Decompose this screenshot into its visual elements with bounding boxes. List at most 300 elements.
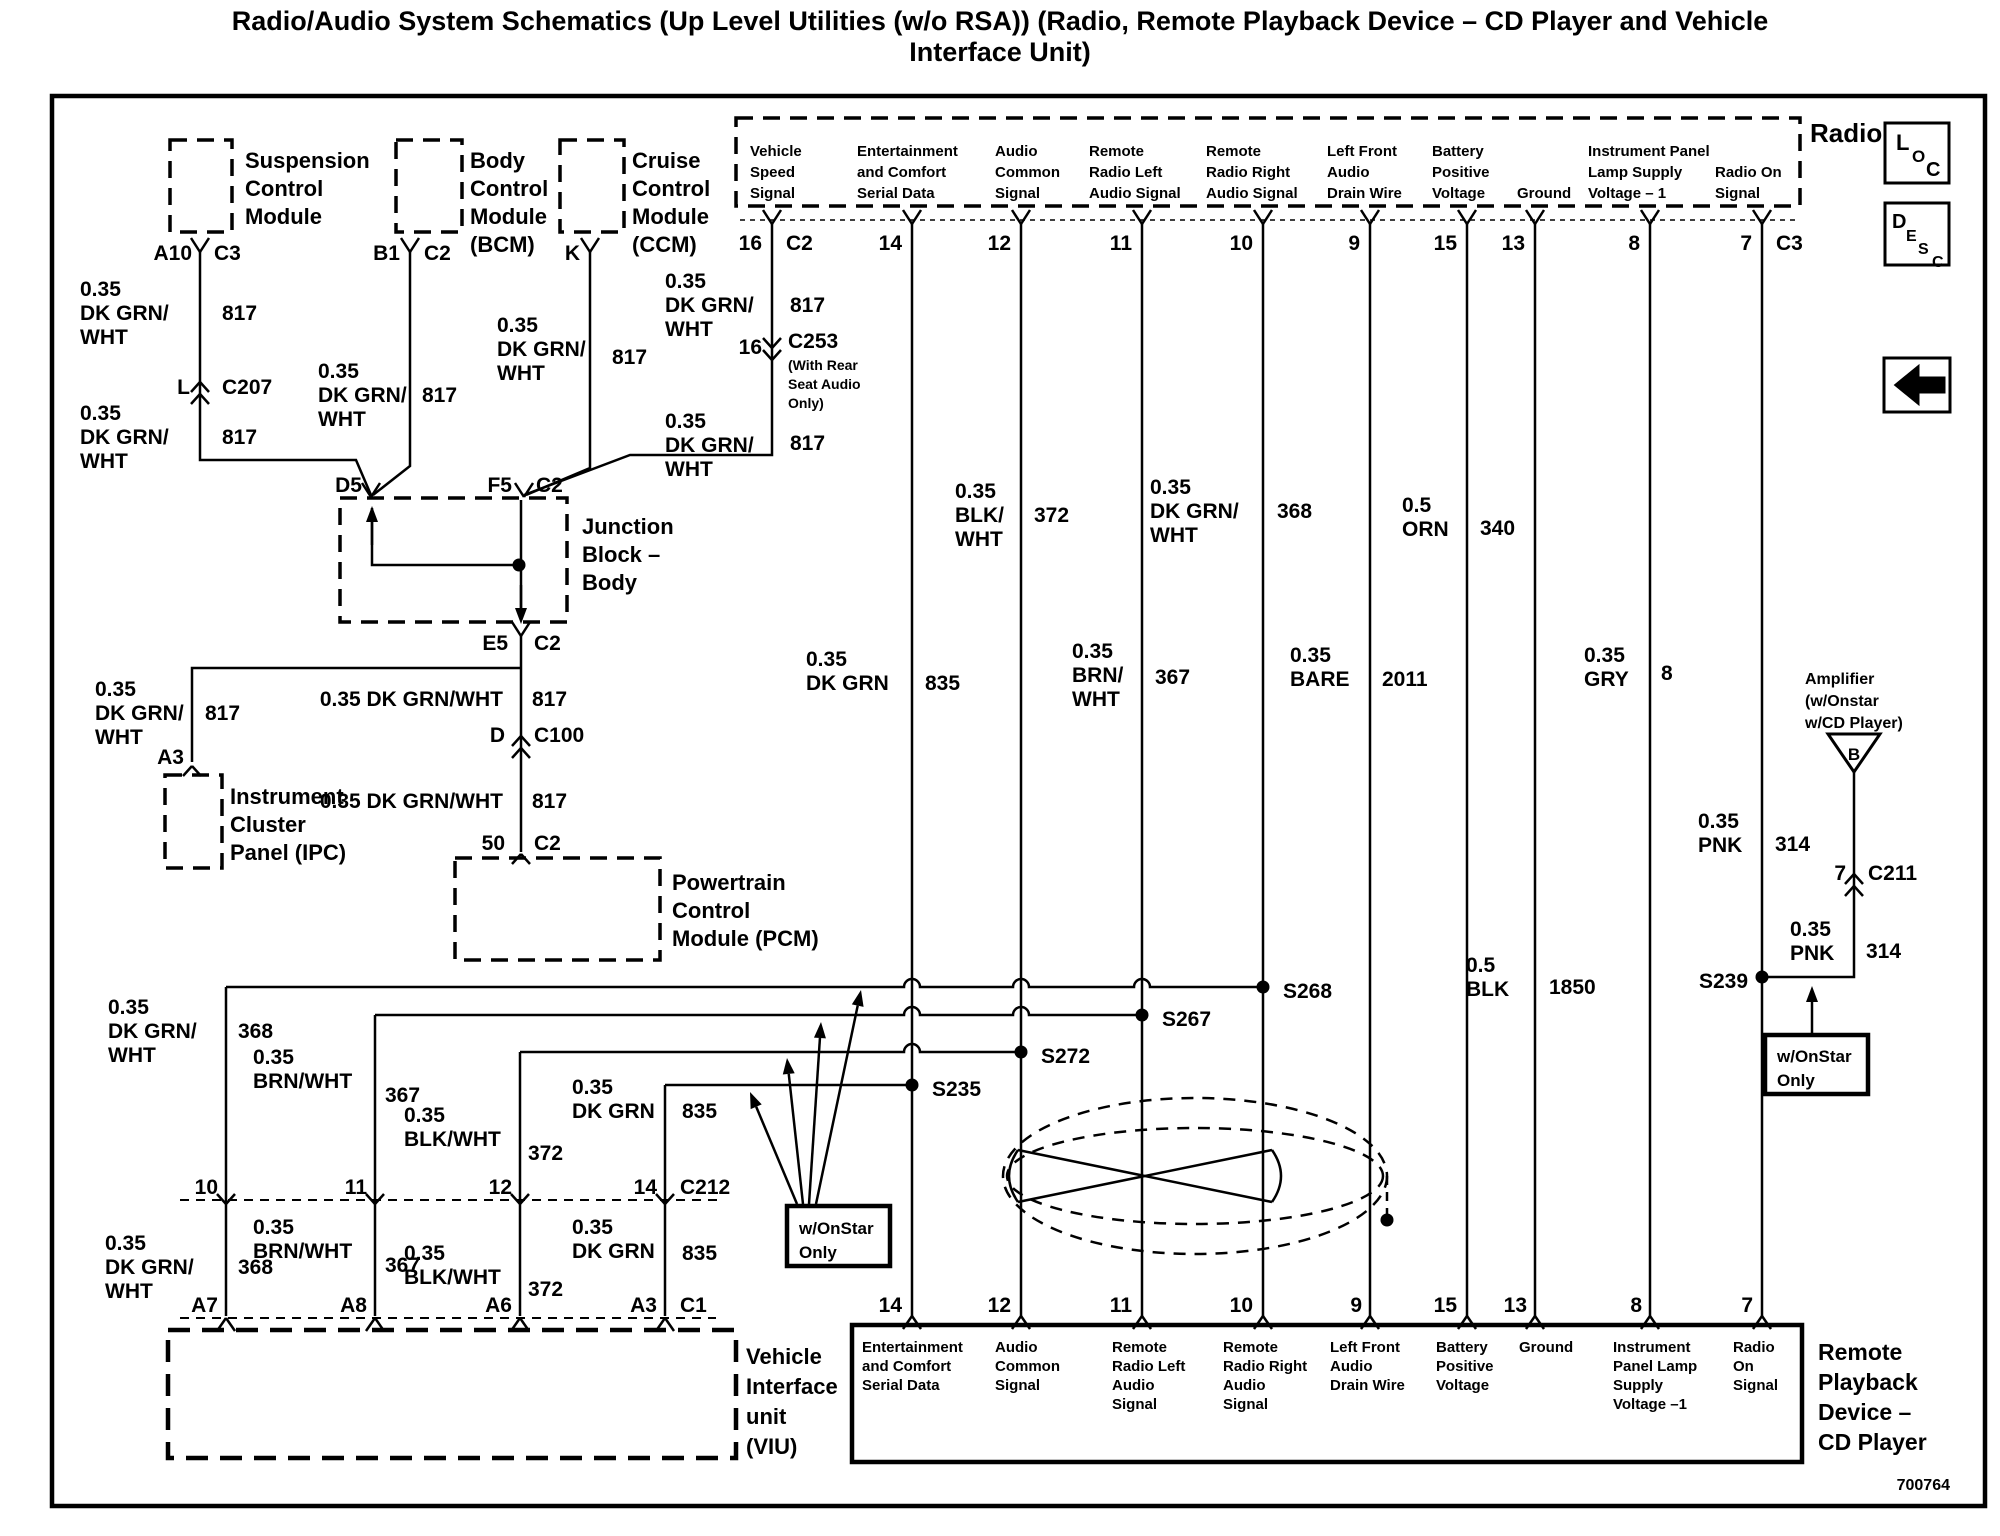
- pin-label: 14: [878, 232, 902, 255]
- connector-chevron: [191, 382, 200, 392]
- label: Radio: [1733, 1339, 1775, 1356]
- label: Signal: [995, 185, 1041, 202]
- label: Instrument: [1613, 1339, 1691, 1356]
- circuit-number: 367: [1155, 666, 1191, 689]
- pin-label: A3: [157, 746, 184, 769]
- circuit-number: 8: [1661, 662, 1673, 685]
- onstar-arrow: [756, 1107, 797, 1204]
- pin-label: 7: [1834, 862, 1846, 885]
- circuit-number: 1850: [1549, 976, 1596, 999]
- circuit-number: 817: [790, 294, 826, 317]
- label: Block –: [582, 542, 661, 567]
- pin-label: A10: [153, 242, 192, 265]
- label: DK GRN/: [665, 294, 754, 317]
- label: Voltage –1: [1613, 1396, 1687, 1413]
- label: 0.35: [404, 1242, 445, 1265]
- circuit-number: 817: [222, 302, 258, 325]
- label: (VIU): [746, 1434, 798, 1459]
- onstar-arrow-head: [814, 1022, 826, 1038]
- label: Radio Left: [1112, 1358, 1186, 1375]
- twisted-pair-cap: [1272, 1150, 1281, 1202]
- circuit-number: 372: [1034, 504, 1070, 527]
- label: Cruise: [632, 148, 701, 173]
- label: WHT: [318, 408, 366, 431]
- pin-label: A6: [485, 1294, 512, 1317]
- label: 0.35: [80, 278, 121, 301]
- label: Radio Left: [1089, 164, 1163, 181]
- label: (BCM): [470, 232, 535, 257]
- ipc-box: [165, 775, 222, 868]
- label: 0.35: [665, 410, 706, 433]
- circuit-number: 817: [422, 384, 458, 407]
- pin-label: 8: [1628, 232, 1640, 255]
- label: DK GRN/: [318, 384, 407, 407]
- body-control-module-box: [396, 140, 462, 232]
- splice-dot-s235: [906, 1079, 919, 1092]
- label: Radio Right: [1206, 164, 1291, 181]
- circuit-number: 372: [528, 1278, 564, 1301]
- pin-fork: [1467, 210, 1476, 224]
- label: 0.5: [1466, 954, 1496, 977]
- label: DK GRN/: [80, 426, 169, 449]
- label: Entertainment: [857, 143, 958, 160]
- label: WHT: [80, 450, 128, 473]
- pin-label: 10: [1229, 1294, 1253, 1317]
- pin-label: K: [564, 242, 580, 265]
- label: DK GRN/: [95, 702, 184, 725]
- connector-label: C253: [788, 330, 839, 353]
- label: Only): [788, 395, 824, 411]
- pin-label: 15: [1433, 1294, 1457, 1317]
- label: Control: [470, 176, 549, 201]
- label: BRN/: [1072, 664, 1124, 687]
- label: DK GRN/: [1150, 500, 1239, 523]
- label: Common: [995, 164, 1060, 181]
- label: PNK: [1698, 834, 1743, 857]
- label: (With Rear: [788, 357, 858, 373]
- label: Instrument Panel: [1588, 143, 1710, 160]
- pin-label: 9: [1350, 1294, 1362, 1317]
- label: WHT: [80, 326, 128, 349]
- pin-fork: [1263, 210, 1272, 224]
- label: Signal: [1733, 1377, 1779, 1394]
- splice-dot-s267: [1136, 1009, 1149, 1022]
- onstar-arrow: [789, 1074, 803, 1204]
- label: Serial Data: [857, 185, 935, 202]
- connector-label: C3: [1776, 232, 1803, 255]
- label: DK GRN: [572, 1240, 655, 1263]
- splice-line-s268: [226, 979, 1263, 987]
- pin-label: 16: [738, 232, 762, 255]
- pin-fork: [763, 210, 772, 224]
- label: 0.35: [80, 402, 121, 425]
- label: Entertainment: [862, 1339, 963, 1356]
- pin-label: 14: [878, 1294, 902, 1317]
- circuit-number: 314: [1775, 833, 1811, 856]
- label: GRY: [1584, 668, 1629, 691]
- label: DK GRN/: [665, 434, 754, 457]
- label: w/CD Player): [1805, 715, 1903, 732]
- label: BRN/WHT: [253, 1240, 353, 1263]
- label: Device –: [1818, 1399, 1912, 1425]
- title-line-1: Radio/Audio System Schematics (Up Level Utilities (w/o RSA)) (Radio, Remote Playback Device – CD Player and Vehicle: [231, 6, 1769, 36]
- shield-ellipse-outer: [1003, 1098, 1387, 1254]
- label: 0.35: [955, 480, 996, 503]
- label: Voltage: [1432, 185, 1486, 202]
- pin-fork: [590, 238, 599, 252]
- circuit-number: 340: [1480, 517, 1516, 540]
- label: 0.35 DK GRN/WHT: [319, 688, 503, 711]
- pin-label: 13: [1503, 1294, 1527, 1317]
- connector-chevron: [763, 350, 772, 360]
- label: 0.35: [1790, 918, 1831, 941]
- label: Remote: [1818, 1339, 1903, 1365]
- label: Audio: [1330, 1358, 1373, 1375]
- label: DK GRN/: [497, 338, 586, 361]
- label: Cluster: [230, 812, 306, 837]
- label: Lamp Supply: [1588, 164, 1683, 181]
- connector-chevron: [772, 338, 781, 348]
- circuit-number: 817: [532, 790, 568, 813]
- splice-label: S239: [1698, 970, 1748, 993]
- label: WHT: [665, 458, 713, 481]
- onstar-arrow-head: [852, 990, 864, 1007]
- label: Control: [672, 898, 751, 923]
- label: Seat Audio: [788, 376, 861, 392]
- label: and Comfort: [862, 1358, 952, 1375]
- label: BLK/WHT: [404, 1128, 501, 1151]
- label: Voltage: [1436, 1377, 1490, 1394]
- label: On: [1733, 1358, 1754, 1375]
- circuit-number: 817: [790, 432, 826, 455]
- pin-fork: [1133, 210, 1142, 224]
- cruise-control-module-box: [560, 140, 624, 232]
- pin-label: 12: [987, 1294, 1011, 1317]
- label: 0.35: [497, 314, 538, 337]
- label: BLK/: [955, 504, 1004, 527]
- back-arrow-icon: [1896, 367, 1944, 403]
- label: unit: [746, 1404, 787, 1429]
- pin-label: A7: [191, 1294, 218, 1317]
- page-title: [0, 6, 2000, 68]
- label: 0.35 DK GRN/WHT: [319, 790, 503, 813]
- pin-label: D: [489, 724, 505, 747]
- pin-fork: [1458, 210, 1467, 224]
- label: BARE: [1290, 668, 1350, 691]
- circuit-number: 817: [532, 688, 568, 711]
- label: Vehicle: [750, 143, 802, 160]
- radio-title: Radio: [1810, 118, 1883, 148]
- pin-label: 13: [1501, 232, 1525, 255]
- pin-fork: [912, 210, 921, 224]
- pin-label: 50: [481, 832, 505, 855]
- label: WHT: [1072, 688, 1120, 711]
- connector-chevron: [512, 736, 521, 746]
- label: Positive: [1436, 1358, 1494, 1375]
- label: Audio Signal: [1089, 185, 1181, 202]
- splice-label: S268: [1283, 980, 1333, 1003]
- connector-chevron: [1854, 874, 1863, 884]
- circuit-number: 368: [1277, 500, 1313, 523]
- label: Drain Wire: [1327, 185, 1402, 202]
- label: DK GRN: [806, 672, 889, 695]
- connector-chevron: [512, 748, 521, 758]
- onstar-arrow-head: [783, 1058, 795, 1075]
- pin-label: 11: [344, 1176, 367, 1199]
- label: 0.35: [108, 996, 149, 1019]
- label: 0.35: [253, 1046, 294, 1069]
- label: Playback: [1818, 1369, 1918, 1395]
- circuit-number: 817: [205, 702, 241, 725]
- loc-letter: L: [1896, 130, 1910, 155]
- label: DK GRN/: [105, 1256, 194, 1279]
- connector-chevron: [1845, 874, 1854, 884]
- label: 0.35: [404, 1104, 445, 1127]
- label: WHT: [955, 528, 1003, 551]
- label: Module (PCM): [672, 926, 819, 951]
- label: Audio: [995, 143, 1038, 160]
- desc-letter: D: [1892, 211, 1907, 233]
- pin-fork: [1370, 210, 1379, 224]
- circuit-number: 835: [682, 1242, 718, 1265]
- label: Signal: [750, 185, 796, 202]
- circuit-number: 817: [222, 426, 258, 449]
- connector-label: C3: [214, 242, 241, 265]
- desc-letter: E: [1906, 228, 1917, 245]
- pin-label: 8: [1630, 1294, 1642, 1317]
- circuit-number: 817: [612, 346, 648, 369]
- pin-label: 16: [738, 336, 762, 359]
- label: Remote: [1206, 143, 1262, 160]
- label: 0.35: [1150, 476, 1191, 499]
- label: BLK: [1466, 978, 1510, 1001]
- splice-line-s267: [375, 1007, 1142, 1015]
- label: WHT: [1150, 524, 1198, 547]
- label: BRN/WHT: [253, 1070, 353, 1093]
- pin-label: 12: [488, 1176, 512, 1199]
- title-line-2: Interface Unit): [909, 37, 1091, 67]
- label: Module: [245, 204, 322, 229]
- connector-chevron: [200, 382, 209, 392]
- pin-label: B1: [373, 242, 400, 265]
- label: Panel Lamp: [1613, 1358, 1698, 1375]
- connector-chevron: [521, 736, 530, 746]
- label: 0.5: [1402, 494, 1432, 517]
- splice-dot-s272: [1015, 1046, 1028, 1059]
- pin-label: 10: [194, 1176, 218, 1199]
- pin-label: L: [177, 376, 190, 399]
- label: Vehicle: [746, 1344, 822, 1369]
- pin-fork: [1012, 210, 1021, 224]
- note-text: w/OnStar: [1777, 1047, 1852, 1066]
- label: (CCM): [632, 232, 697, 257]
- label: 0.35: [253, 1216, 294, 1239]
- wire-to-ipc: [192, 668, 521, 762]
- label: Interface: [746, 1374, 838, 1399]
- pin-fork: [410, 238, 419, 252]
- circuit-number: 367: [385, 1084, 421, 1107]
- label: Control: [632, 176, 711, 201]
- label: CD Player: [1818, 1429, 1927, 1455]
- label: Radio Right: [1223, 1358, 1308, 1375]
- pin-fork: [1021, 210, 1030, 224]
- label: Audio: [995, 1339, 1038, 1356]
- connector-label: C100: [534, 724, 585, 747]
- splice-label: S267: [1162, 1008, 1212, 1031]
- connector-chevron: [1854, 886, 1863, 896]
- circuit-number: 368: [238, 1256, 274, 1279]
- pin-label: A3: [630, 1294, 657, 1317]
- label: WHT: [95, 726, 143, 749]
- splice-label: S272: [1041, 1045, 1091, 1068]
- pin-label: 7: [1741, 1294, 1753, 1317]
- label: Remote: [1112, 1339, 1168, 1356]
- note-text: Only: [799, 1243, 837, 1262]
- pin-fork: [1535, 210, 1544, 224]
- pin-label: 7: [1740, 232, 1752, 255]
- label: DK GRN/: [80, 302, 169, 325]
- connector-chevron: [183, 766, 192, 776]
- label: 0.35: [665, 270, 706, 293]
- shield-dot: [1381, 1214, 1394, 1227]
- label: Module: [632, 204, 709, 229]
- loc-letter: O: [1912, 147, 1926, 166]
- pin-fork: [1650, 210, 1659, 224]
- pin-label: 9: [1348, 232, 1360, 255]
- pin-fork: [903, 210, 912, 224]
- label: Voltage – 1: [1588, 185, 1667, 202]
- connector-chevron: [763, 338, 772, 348]
- pin-fork: [226, 1318, 235, 1331]
- label: Signal: [1112, 1396, 1158, 1413]
- connector-label: C212: [680, 1176, 731, 1199]
- label: Left Front: [1327, 143, 1397, 160]
- connector-chevron: [1845, 886, 1854, 896]
- pin-fork: [1526, 210, 1535, 224]
- connector-chevron: [200, 394, 209, 404]
- junction-dot: [513, 559, 526, 572]
- pin-fork: [200, 238, 209, 252]
- label: DK GRN/: [108, 1020, 197, 1043]
- pin-label: 11: [1109, 1294, 1132, 1317]
- desc-letter: S: [1918, 241, 1929, 258]
- splice-dot-s239: [1756, 971, 1769, 984]
- label: Suspension: [245, 148, 370, 173]
- pin-fork: [1762, 210, 1771, 224]
- label: Audio: [1223, 1377, 1266, 1394]
- label: Speed: [750, 164, 796, 181]
- note-text: Only: [1777, 1071, 1815, 1090]
- connector-label: C2: [536, 474, 563, 497]
- pin-fork: [772, 210, 781, 224]
- pin-fork: [401, 238, 410, 252]
- label: Drain Wire: [1330, 1377, 1405, 1394]
- pin-fork: [1254, 210, 1263, 224]
- label: 0.35: [572, 1216, 613, 1239]
- connector-label: C2: [786, 232, 813, 255]
- suspension-control-module-box: [170, 140, 232, 232]
- pin-fork: [515, 483, 524, 497]
- label: Serial Data: [862, 1377, 940, 1394]
- label: PNK: [1790, 942, 1835, 965]
- label: BLK/WHT: [404, 1266, 501, 1289]
- label: Left Front: [1330, 1339, 1400, 1356]
- wire-bcm: [373, 252, 410, 495]
- circuit-number: 372: [528, 1142, 564, 1165]
- pin-label: 12: [987, 232, 1011, 255]
- connector-label: C2: [424, 242, 451, 265]
- pin-label: 10: [1229, 232, 1253, 255]
- label: Common: [995, 1358, 1060, 1375]
- label: Signal: [1715, 185, 1761, 202]
- label: DK GRN: [572, 1100, 655, 1123]
- pin-label: 11: [1109, 232, 1132, 255]
- label: 0.35: [806, 648, 847, 671]
- pin-fork: [1142, 210, 1151, 224]
- desc-letter: C: [1932, 254, 1944, 271]
- connector-chevron: [772, 350, 781, 360]
- pin-fork: [191, 238, 200, 252]
- label: Audio Signal: [1206, 185, 1298, 202]
- pcm-box: [455, 858, 660, 960]
- splice-label: S235: [932, 1078, 982, 1101]
- pin-label: 15: [1433, 232, 1457, 255]
- label: 0.35: [95, 678, 136, 701]
- connector-label: C2: [534, 632, 561, 655]
- label: Body: [582, 570, 637, 595]
- label: Positive: [1432, 164, 1490, 181]
- pin-label: E5: [482, 632, 508, 655]
- label: 0.35: [1072, 640, 1113, 663]
- label: Instrument: [230, 784, 344, 809]
- label: Signal: [1223, 1396, 1269, 1413]
- label: Remote: [1089, 143, 1145, 160]
- label: 0.35: [105, 1232, 146, 1255]
- junction-internal-wire: [372, 508, 519, 565]
- shield-ellipse-inner: [1007, 1128, 1383, 1224]
- label: Audio: [1327, 164, 1370, 181]
- onstar-arrow-head: [750, 1092, 762, 1109]
- loc-letter: C: [1926, 159, 1941, 181]
- pin-label: D5: [335, 474, 362, 497]
- amplifier-pin: B: [1847, 745, 1861, 764]
- connector-label: C2: [534, 832, 561, 855]
- label: Supply: [1613, 1377, 1664, 1394]
- label: WHT: [108, 1044, 156, 1067]
- onstar-arrow: [809, 1038, 820, 1204]
- connector-label: C1: [680, 1294, 707, 1317]
- label: Panel (IPC): [230, 840, 347, 865]
- label: WHT: [105, 1280, 153, 1303]
- label: ORN: [1402, 518, 1449, 541]
- junction-arrow-up-head: [366, 506, 378, 522]
- label: 0.35: [1698, 810, 1739, 833]
- label: WHT: [665, 318, 713, 341]
- onstar-arrow-right-head: [1806, 986, 1818, 1002]
- label: WHT: [497, 362, 545, 385]
- label: Audio: [1112, 1377, 1155, 1394]
- label: Battery: [1436, 1339, 1488, 1356]
- pin-label: F5: [487, 474, 512, 497]
- label: Remote: [1223, 1339, 1279, 1356]
- pin-fork: [1641, 210, 1650, 224]
- circuit-number: 367: [385, 1254, 421, 1277]
- label: Amplifier: [1805, 671, 1875, 688]
- label: 0.35: [1584, 644, 1625, 667]
- pin-fork: [1753, 210, 1762, 224]
- splice-dot-s268: [1257, 981, 1270, 994]
- connector-chevron: [191, 394, 200, 404]
